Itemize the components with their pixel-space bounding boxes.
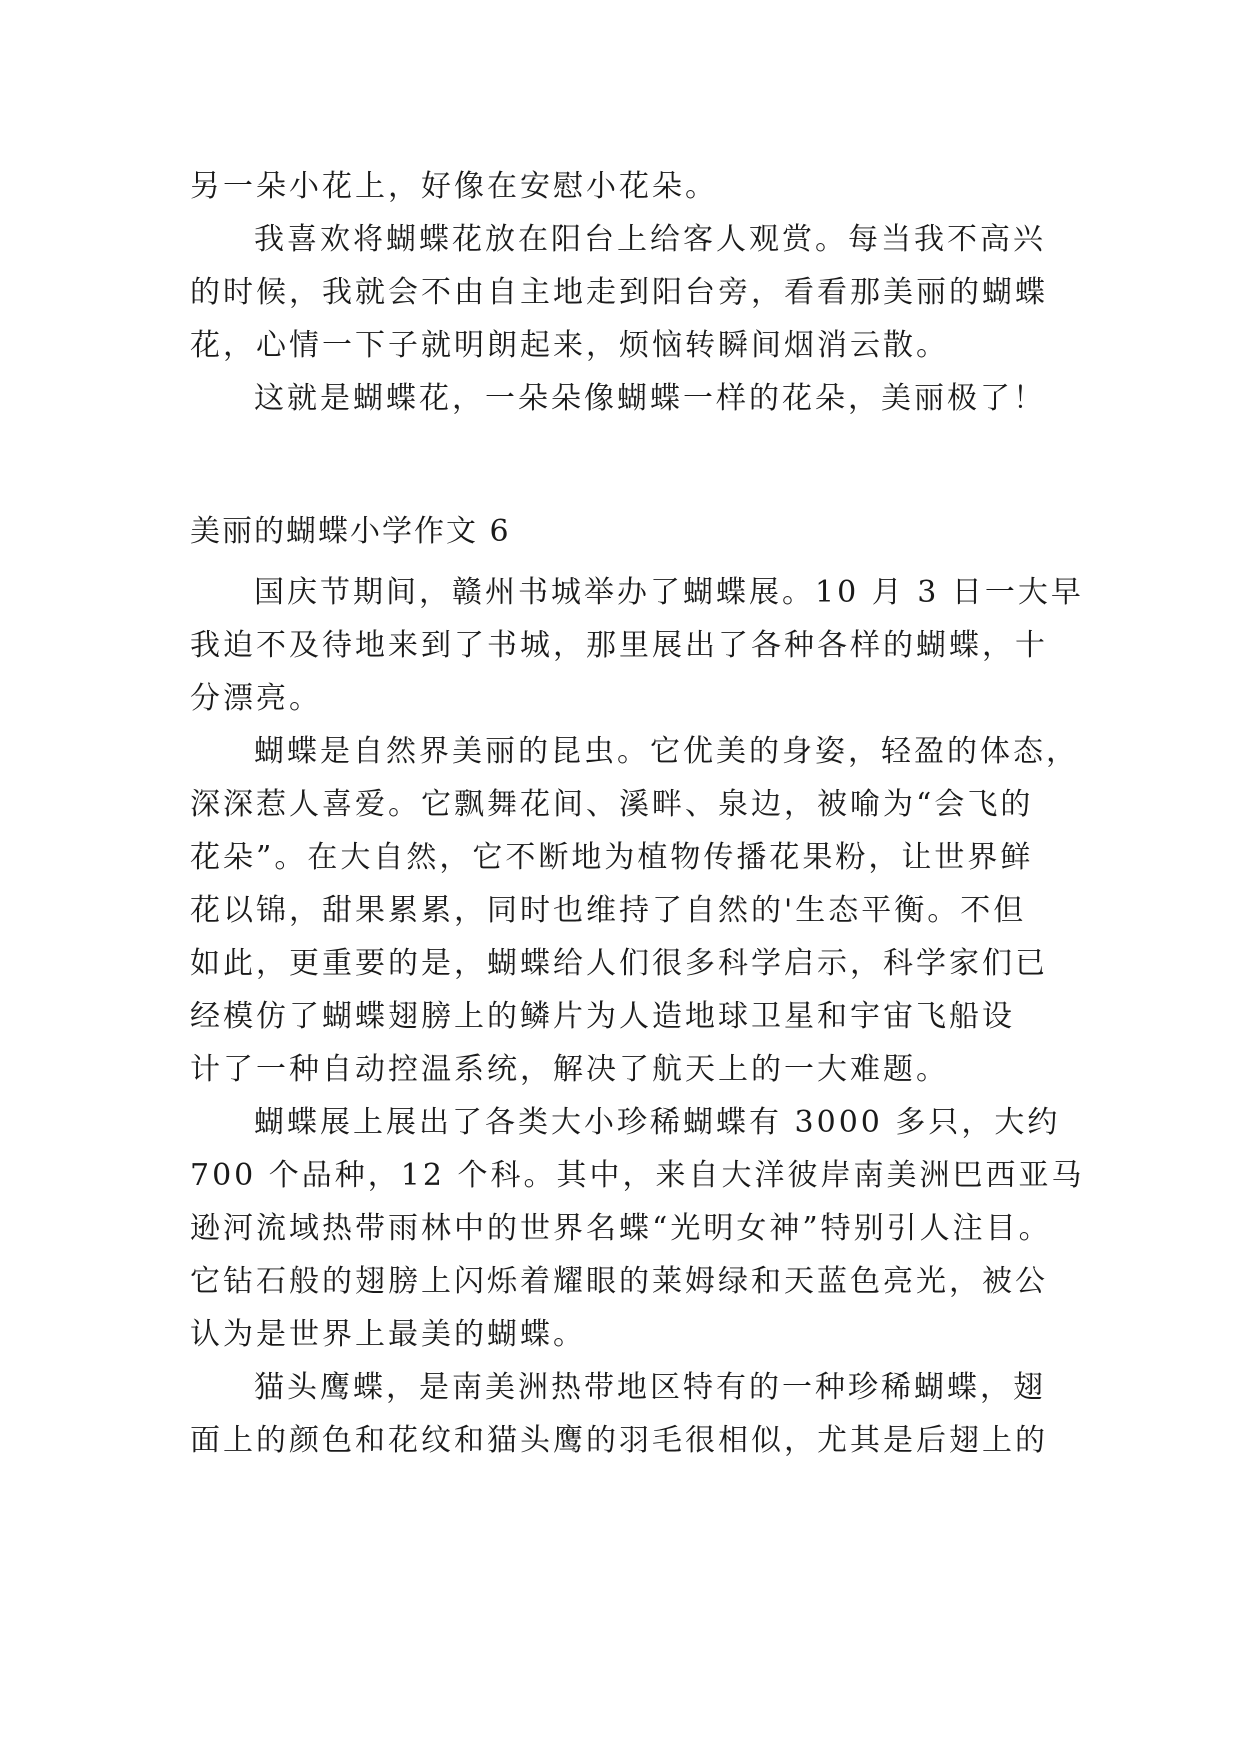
- paragraph-line: 另一朵小花上，好像在安慰小花朵。: [190, 169, 718, 204]
- paragraph-line: 700 个品种，12 个科。其中，来自大洋彼岸南美洲巴西亚马: [190, 1158, 1085, 1193]
- paragraph-line: 蝴蝶是自然界美丽的昆虫。它优美的身姿，轻盈的体态，: [254, 734, 1079, 769]
- paragraph-line: 它钻石般的翅膀上闪烁着耀眼的莱姆绿和天蓝色亮光，被公: [190, 1264, 1048, 1299]
- paragraph-line: 我喜欢将蝴蝶花放在阳台上给客人观赏。每当我不高兴: [254, 222, 1046, 257]
- paragraph-line: 深深惹人喜爱。它飘舞花间、溪畔、泉边，被喻为“会飞的: [190, 787, 1034, 822]
- paragraph-line: 经模仿了蝴蝶翅膀上的鳞片为人造地球卫星和宇宙飞船设: [190, 999, 1015, 1034]
- paragraph-line: 花，心情一下子就明朗起来，烦恼转瞬间烟消云散。: [190, 328, 949, 363]
- paragraph-line: 分漂亮。: [190, 681, 322, 716]
- text-block-lower: [190, 566, 1085, 1467]
- paragraph-line: 如此，更重要的是，蝴蝶给人们很多科学启示，科学家们已: [190, 946, 1048, 981]
- paragraph-line: 蝴蝶展上展出了各类大小珍稀蝴蝶有 3000 多只，大约: [254, 1105, 1061, 1140]
- paragraph-line: 花朵”。在大自然，它不断地为植物传播花果粉，让世界鲜: [190, 840, 1034, 875]
- paragraph-line: 逊河流域热带雨林中的世界名蝶“光明女神”特别引人注目。: [190, 1211, 1052, 1246]
- paragraph-line: 计了一种自动控温系统，解决了航天上的一大难题。: [190, 1052, 949, 1087]
- section-title: 美丽的蝴蝶小学作文 6: [190, 514, 511, 549]
- paragraph-line: 这就是蝴蝶花，一朵朵像蝴蝶一样的花朵，美丽极了！: [254, 381, 1046, 416]
- paragraph-line: 的时候，我就会不由自主地走到阳台旁，看看那美丽的蝴蝶: [190, 275, 1048, 310]
- section-title-block: [190, 505, 1070, 558]
- paragraph-line: 我迫不及待地来到了书城，那里展出了各种各样的蝴蝶，十: [190, 628, 1048, 663]
- paragraph-line: 认为是世界上最美的蝴蝶。: [190, 1317, 586, 1352]
- text-block-upper: [190, 160, 1070, 425]
- paragraph-line: 国庆节期间，赣州书城举办了蝴蝶展。10 月 3 日一大早: [254, 575, 1084, 610]
- paragraph-line: 猫头鹰蝶，是南美洲热带地区特有的一种珍稀蝴蝶，翅: [254, 1370, 1046, 1405]
- paragraph-line: 花以锦，甜果累累，同时也维持了自然的'生态平衡。不但: [190, 893, 1027, 928]
- paragraph-line: 面上的颜色和花纹和猫头鹰的羽毛很相似，尤其是后翅上的: [190, 1423, 1048, 1458]
